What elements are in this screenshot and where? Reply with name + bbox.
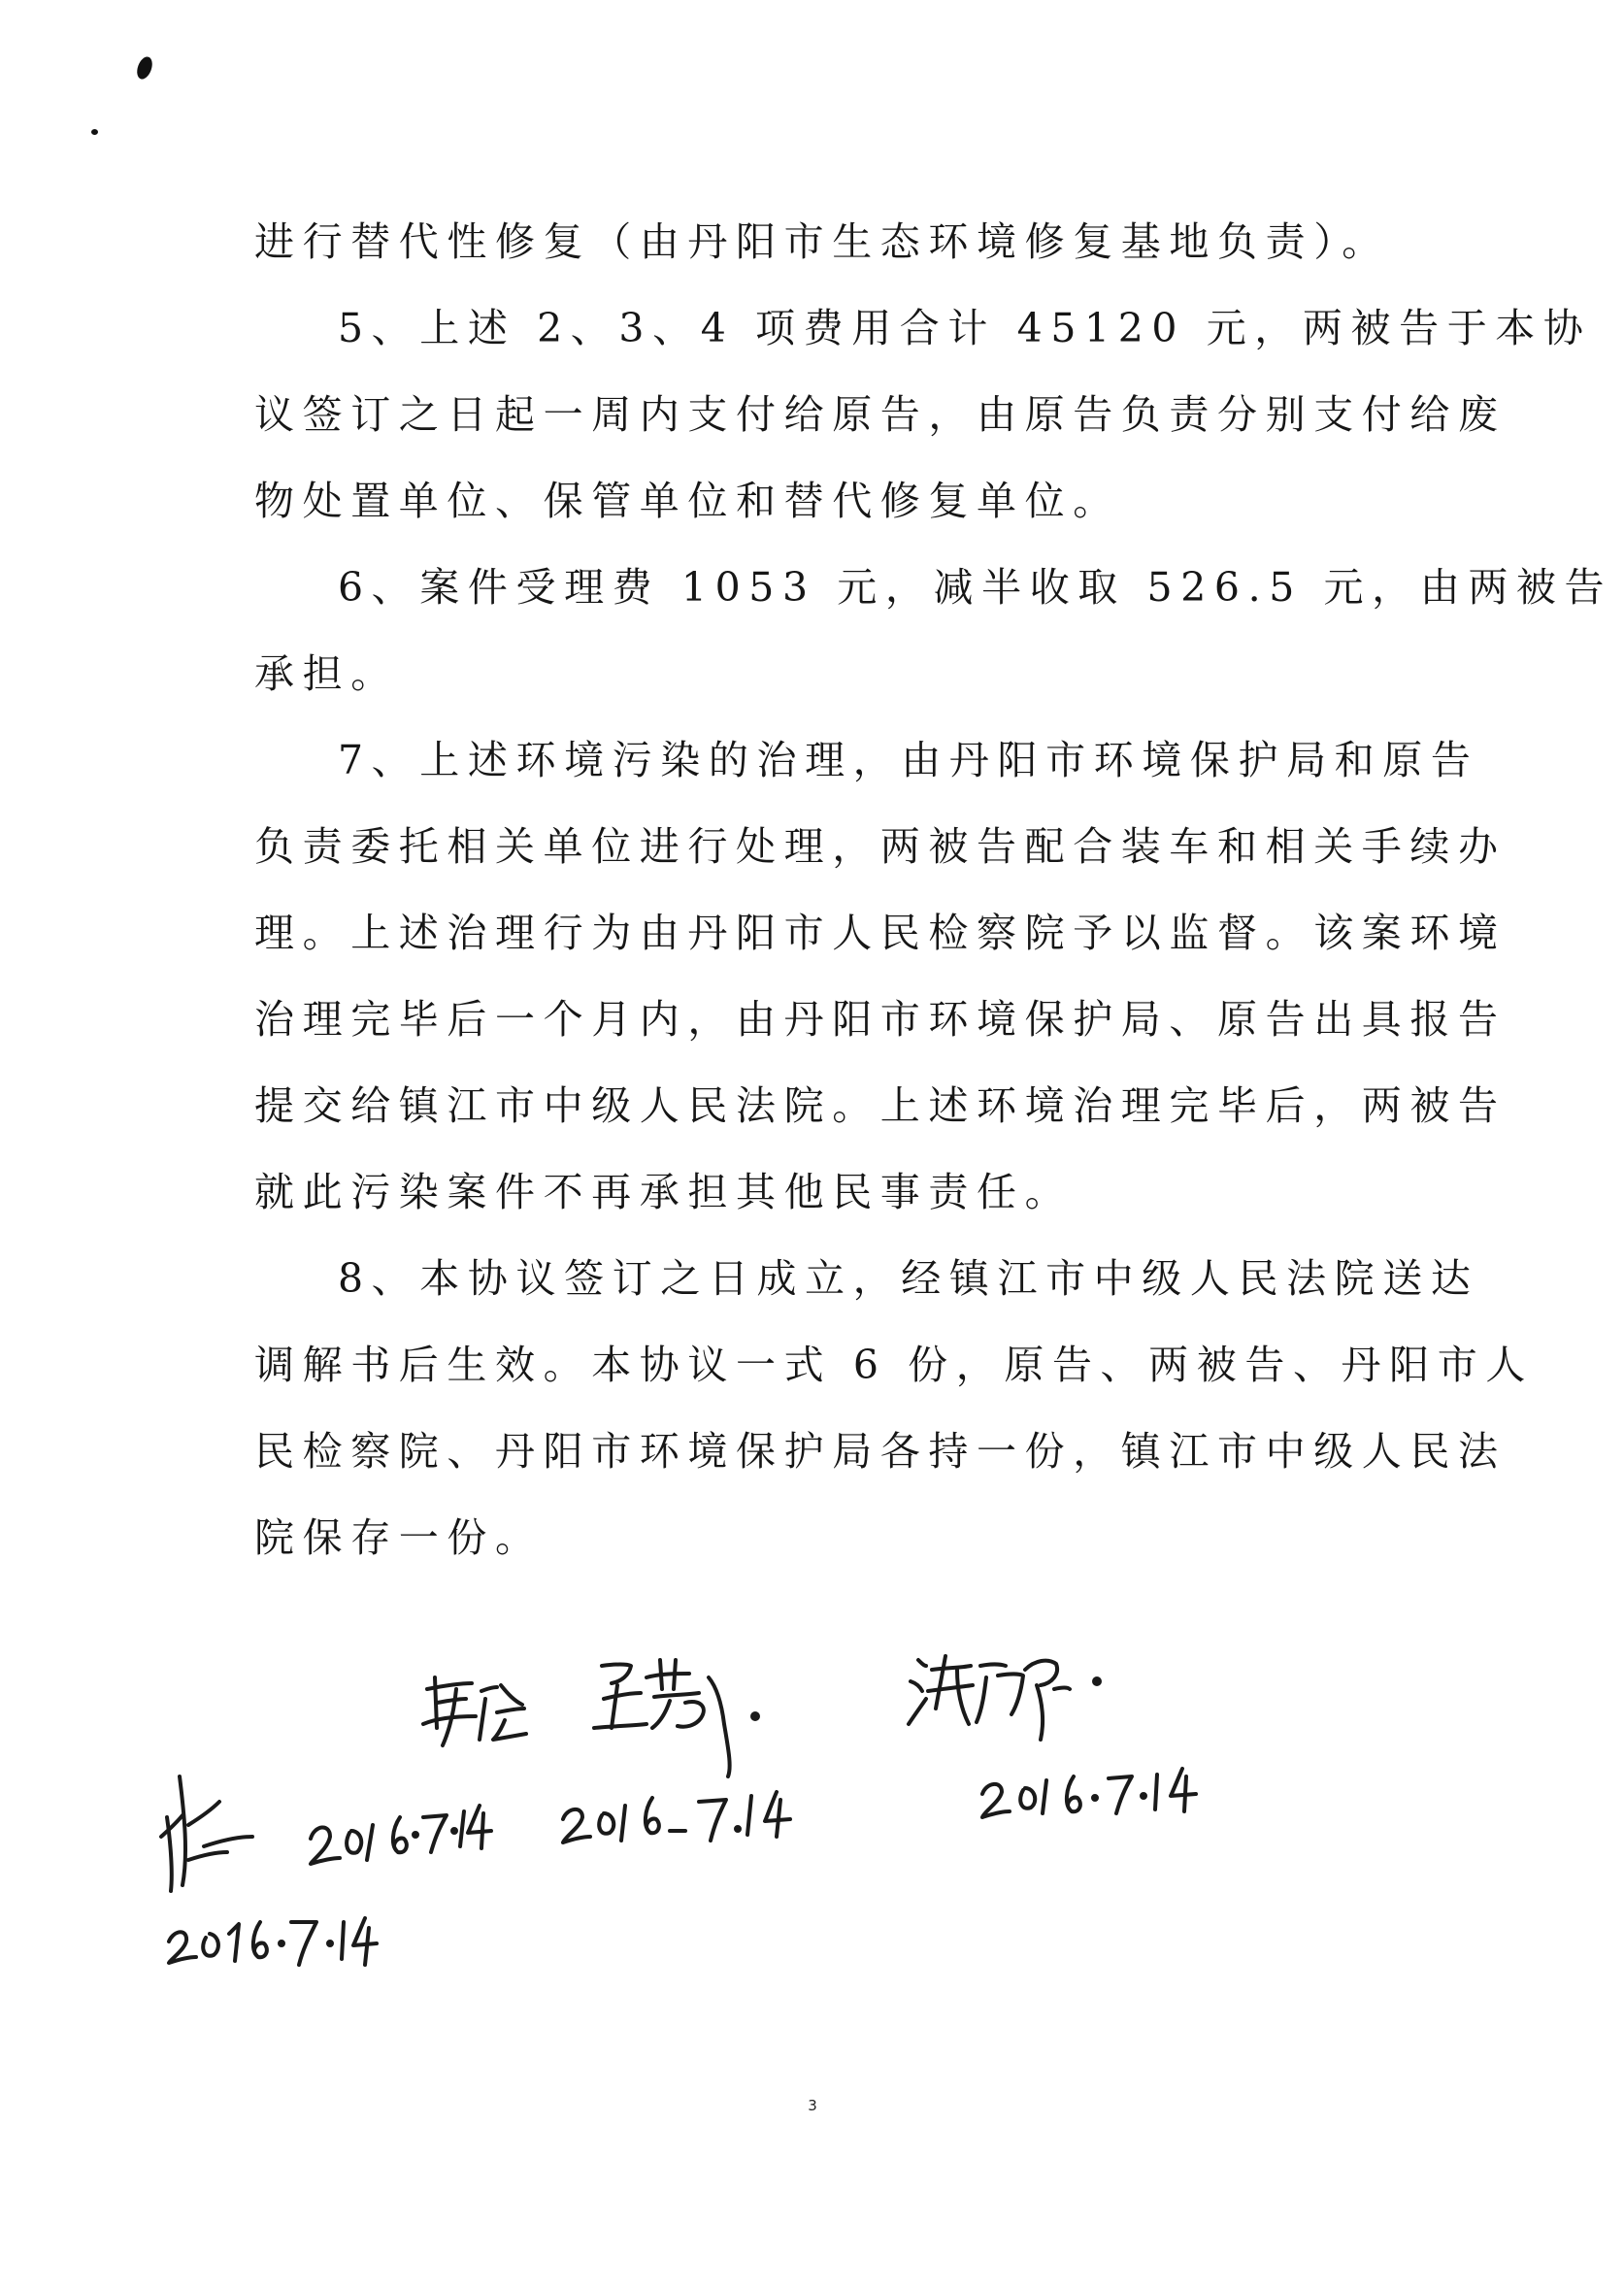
text-line: 进行替代性修复（由丹阳市生态环境修复基地负责）。 <box>254 218 1390 265</box>
text-line: 民检察院、丹阳市环境保护局各持一份，镇江市中级人民法 <box>254 1428 1507 1475</box>
signature-3 <box>594 1660 758 1776</box>
text-line: 议签订之日起一周内支付给原告，由原告负责分别支付给废 <box>254 391 1507 438</box>
scan-mark <box>91 129 98 135</box>
text-line: 5、上述 2、3、4 项费用合计 45120 元，两被告于本协 <box>338 305 1592 351</box>
signature-2 <box>423 1677 526 1745</box>
text-line: 院保存一份。 <box>254 1514 544 1561</box>
text-line: 负责委托相关单位进行处理，两被告配合装车和相关手续办 <box>254 823 1507 870</box>
text-line: 就此污染案件不再承担其他民事责任。 <box>254 1169 1074 1215</box>
text-line: 承担。 <box>254 650 399 697</box>
text-line: 治理完毕后一个月内，由丹阳市环境保护局、原告出具报告 <box>254 996 1507 1043</box>
agreement-body <box>254 209 1613 1591</box>
signature-date-4 <box>982 1769 1196 1817</box>
signature-date-3 <box>563 1792 790 1842</box>
text-line: 物处置单位、保管单位和替代修复单位。 <box>254 478 1121 524</box>
signature-date-2 <box>311 1806 491 1864</box>
text-line: 8、本协议签订之日成立，经镇江市中级人民法院送达 <box>338 1255 1479 1302</box>
scan-mark <box>134 54 154 81</box>
signature-1 <box>161 1776 252 1891</box>
text-line: 理。上述治理行为由丹阳市人民检察院予以监督。该案环境 <box>254 910 1507 956</box>
text-line: 调解书后生效。本协议一式 6 份，原告、两被告、丹阳市人 <box>254 1342 1534 1388</box>
text-line: 提交给镇江市中级人民法院。上述环境治理完毕后，两被告 <box>254 1082 1507 1129</box>
signature-4 <box>909 1656 1100 1740</box>
text-line: 7、上述环境污染的治理，由丹阳市环境保护局和原告 <box>338 737 1479 783</box>
signature-date-1 <box>169 1918 377 1965</box>
signature-area <box>146 1631 1262 1980</box>
page-number: 3 <box>808 2097 817 2114</box>
text-line: 6、案件受理费 1053 元，减半收取 526.5 元，由两被告 <box>338 564 1613 611</box>
